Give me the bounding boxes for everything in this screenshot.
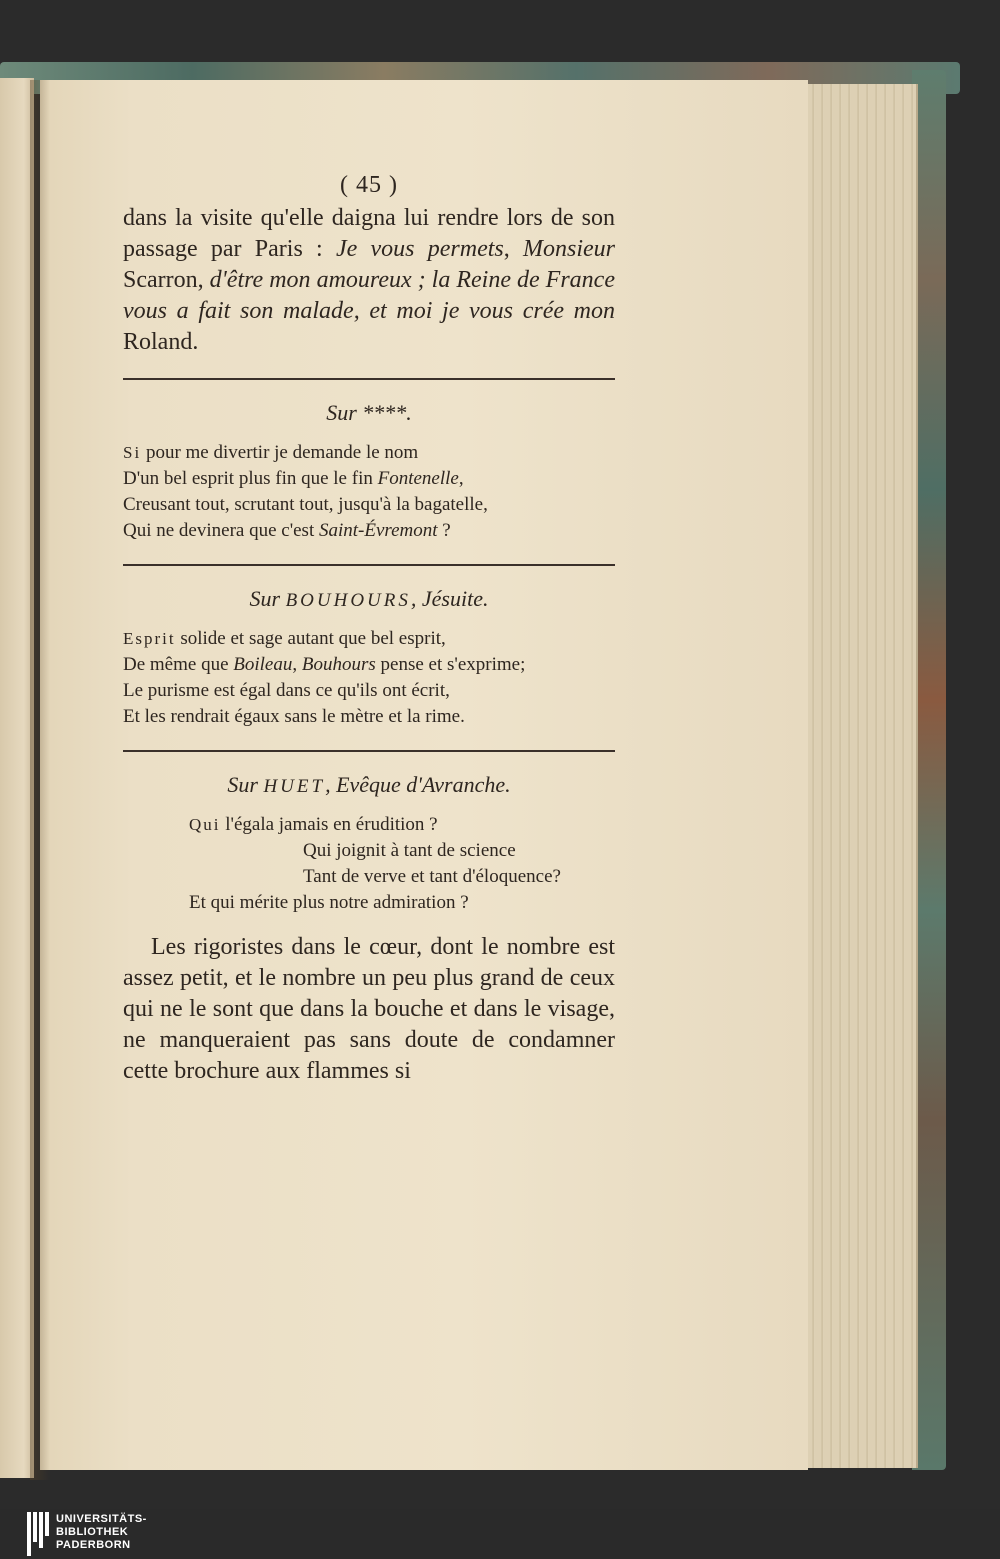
verse-text: l'égala jamais en érudition ? [220, 814, 438, 835]
library-footer [0, 1509, 1000, 1559]
library-name-line: UNIVERSITÄTS- [56, 1513, 147, 1525]
verse-text: Le purisme est égal dans ce qu'ils ont écrit, [123, 680, 450, 701]
divider-rule [123, 378, 615, 380]
verse-italic: Bouhours [301, 654, 376, 675]
page-fore-edge [806, 84, 918, 1468]
verse-line [123, 838, 615, 864]
page-text [123, 172, 615, 1087]
verse-line [123, 704, 615, 730]
gutter-shadow [30, 80, 50, 1480]
intro-text-6: d'être mon amoureux ; la Reine de France vous a fait son malade, et moi je vous crée mon [123, 267, 615, 324]
heading-prefix: Sur [249, 586, 281, 611]
divider-rule [123, 750, 615, 752]
verse-line [123, 440, 615, 466]
heading-name: HUET [263, 776, 326, 797]
heading-prefix: Sur [227, 772, 258, 797]
verse-text: pense et s'exprime; [375, 654, 526, 675]
closing-paragraph: Les rigoristes dans le cœur, dont le nombre est assez petit, et le nombre un peu plus grand de ceux qui ne le sont que dans la bouche et dans le visage, ne manqueraient pas sans doute de condamner cette brochure aux flammes si [123, 934, 615, 1084]
verse-text: Et qui mérite plus notre admiration ? [189, 892, 469, 913]
verse-line [123, 626, 615, 652]
epigram-heading-1 [123, 400, 615, 426]
epigram-verse-2 [123, 626, 615, 730]
page-number: ( 45 ) [340, 172, 398, 198]
verse-line [123, 864, 615, 890]
intro-text-1: dans la visite qu'elle daigna lui rendre lors de son passage par Paris : [123, 205, 615, 262]
verse-text: Qui ne devinera que c'est [123, 520, 319, 541]
verse-text: solide et sage autant que bel esprit, [175, 628, 446, 649]
library-name [56, 1513, 147, 1552]
verse-text: De même que [123, 654, 234, 675]
verse-line [123, 812, 615, 838]
verse-text: Qui joignit à tant de science [303, 840, 516, 861]
epigram-verse-1 [123, 440, 615, 544]
verse-italic: Fontenelle [377, 468, 459, 489]
heading-prefix: Sur [326, 400, 357, 425]
epigram-heading-3 [123, 772, 615, 798]
epigram-heading-2 [123, 586, 615, 612]
library-name-line: BIBLIOTHEK [56, 1526, 129, 1538]
divider-rule [123, 564, 615, 566]
heading-name: BOUHOURS [285, 590, 411, 611]
library-logo-icon [27, 1512, 49, 1556]
left-page-edge [0, 78, 34, 1478]
intro-text-5: Scarron, [123, 267, 210, 293]
intro-text-4: Monsieur [523, 236, 616, 262]
intro-paragraph [123, 203, 615, 358]
verse-line [123, 492, 615, 518]
library-name-line: PADERBORN [56, 1539, 131, 1551]
verse-line [123, 518, 615, 544]
verse-italic: Boileau [233, 654, 293, 675]
intro-text-2: Je vous permets [335, 236, 504, 262]
verse-text: , [292, 654, 302, 675]
heading-name: ****. [362, 400, 412, 425]
verse-italic: Saint-Évremont [318, 520, 438, 541]
verse-initial: Qui [189, 815, 221, 834]
verse-line [123, 890, 615, 916]
verse-text: Tant de verve et tant d'éloquence? [303, 866, 561, 887]
intro-text-7: Roland. [123, 329, 199, 355]
verse-text: Et les rendrait égaux sans le mètre et la rime. [123, 706, 465, 727]
verse-line [123, 652, 615, 678]
heading-suffix: , Jésuite. [410, 586, 489, 611]
verse-text: ? [437, 520, 451, 541]
epigram-verse-3 [123, 812, 615, 916]
verse-text: , [458, 468, 464, 489]
verse-text: D'un bel esprit plus fin que le fin [123, 468, 378, 489]
verse-initial: Esprit [123, 629, 176, 648]
verse-text: pour me divertir je demande le nom [141, 442, 419, 463]
verse-text: Creusant tout, scrutant tout, jusqu'à la bagatelle, [123, 494, 488, 515]
verse-line [123, 678, 615, 704]
verse-initial: Si [123, 443, 142, 462]
intro-text-3: , [503, 236, 524, 262]
heading-suffix: , Evêque d'Avranche. [325, 772, 511, 797]
verse-line [123, 466, 615, 492]
